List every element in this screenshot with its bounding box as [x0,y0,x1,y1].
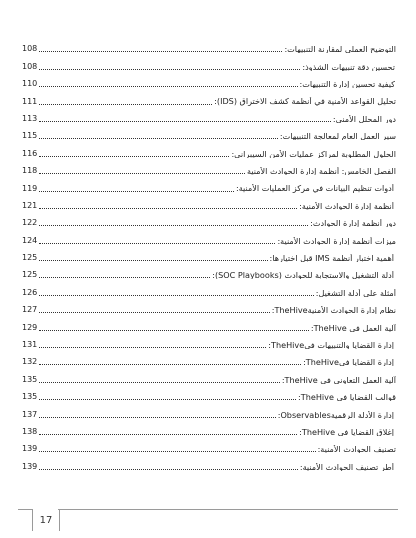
dot-leader [39,364,301,365]
toc-entry[interactable] [22,401,396,418]
dot-leader [39,225,308,226]
toc-entry-page: 139 [22,461,38,471]
toc-entry[interactable] [22,106,396,123]
toc-entry-page: 135 [22,374,38,384]
toc-entry[interactable] [22,349,396,366]
toc-entry-title: الفصل الخامس: أنظمة إدارة الحوادث الأمنية [246,167,396,176]
toc-entry-page: 139 [22,444,38,454]
dot-leader [39,434,297,435]
toc-entry-page: 118 [22,166,38,176]
dot-leader [39,277,210,278]
toc-entry[interactable] [22,366,396,383]
toc-entry[interactable] [22,210,396,227]
toc-entry-title: سير العمل العام لمعالجة التنبيهات: [279,132,396,141]
toc-entry-title: أهمية اختبار أنظمة IMS قبل اختيارها: [269,253,394,263]
toc-entry-title: إدارة القضايا فيTheHive: [303,358,394,367]
toc-entry-title: تصنيف الحوادث الأمنية: [317,445,396,454]
toc-entry-title: تحسين دقة تنبيهات الشذوذ: [302,62,395,71]
toc-entry-page: 125 [22,253,38,263]
toc-entry-title: نظام إدارة الحوادث الأمنيةTheHive: [271,306,396,315]
toc-entry-title: إدارة الأدلة الرقميةObservables: [277,410,394,419]
toc-entry-title: ميزات أنظمة إدارة الحوادث الأمنية: [277,236,396,245]
dot-leader [39,138,278,139]
toc-entry-page: 116 [22,148,38,158]
dot-leader [39,347,266,348]
toc-entry[interactable] [22,53,396,70]
dot-leader [39,121,331,122]
toc-entry-title: قوالب القضايا في TheHive: [298,393,396,402]
dot-leader [39,469,298,470]
page-number: 17 [39,514,53,526]
toc-entry[interactable] [22,227,396,244]
toc-entry-title: أدلة التشغيل والاستجابة للحوادث (SOC Playbooks): [212,271,394,280]
toc-entry-title: دور المحلل الأمني: [332,114,396,123]
toc-entry[interactable] [22,384,396,401]
dot-leader [39,51,282,52]
toc-entry[interactable] [22,436,396,453]
toc-entry-title: الحلول المطلوبة لمراكز عمليات الأمن السيبراني: [231,149,396,158]
dot-leader [39,191,234,192]
toc-entry[interactable] [22,262,396,279]
dot-leader [39,295,313,296]
toc-entry-page: 115 [22,131,38,141]
toc-entry-page: 108 [22,44,38,54]
toc-entry-title: تحليل القواعد الأمنية في أنظمة كشف الاختراق (IDS): [214,97,396,106]
table-of-contents [22,36,396,471]
dot-leader [39,86,297,87]
toc-entry[interactable] [22,158,396,175]
toc-entry-title: أطر تصنيف الحوادث الأمنية: [299,462,394,471]
toc-entry-title: كيفية تحسين إدارة التنبيهات: [299,80,395,89]
toc-entry-page: 125 [22,270,38,280]
dot-leader [39,330,309,331]
toc-entry-title: دور أنظمة إدارة الحوادث: [310,219,396,228]
toc-entry-page: 132 [22,357,38,367]
toc-entry-page: 126 [22,287,38,297]
toc-entry-page: 138 [22,426,38,436]
toc-entry[interactable] [22,419,396,436]
toc-entry-title: أدوات تنظيم البيانات في مركز العمليات الأمنية: [235,184,394,193]
toc-entry-title: آلية العمل التعاوني في TheHive: [281,375,396,384]
toc-entry-page: 127 [22,305,38,315]
toc-entry-page: 111 [22,96,38,106]
dot-leader [39,382,280,383]
toc-entry-title: التوضيح العملي لمقارنة التنبيهات: [284,45,396,54]
toc-entry-page: 129 [22,322,38,332]
toc-entry-page: 113 [22,113,38,123]
toc-entry[interactable] [22,297,396,314]
toc-entry-page: 108 [22,61,38,71]
toc-entry-page: 137 [22,409,38,419]
dot-leader [39,156,229,157]
toc-entry[interactable] [22,71,396,88]
dot-leader [39,451,315,452]
toc-entry[interactable] [22,332,396,349]
toc-entry[interactable] [22,245,396,262]
dot-leader [39,69,300,70]
toc-entry-page: 122 [22,218,38,228]
dot-leader [39,260,267,261]
dot-leader [39,208,297,209]
toc-entry[interactable] [22,193,396,210]
toc-entry[interactable] [22,36,396,53]
toc-entry-title: أمثلة على أدلة التشغيل: [315,288,396,297]
dot-leader [39,104,212,105]
footer-rule-left [18,509,32,510]
toc-entry-page: 119 [22,183,38,193]
dot-leader [39,312,269,313]
toc-entry[interactable] [22,88,396,105]
toc-entry[interactable] [22,279,396,296]
toc-entry-title: أنظمة إدارة الحوادث الأمنية: [299,201,394,210]
toc-entry-page: 110 [22,79,38,89]
dot-leader [39,243,275,244]
page-number-box [32,509,60,531]
toc-entry-page: 135 [22,392,38,402]
toc-entry[interactable] [22,123,396,140]
toc-entry-page: 124 [22,235,38,245]
toc-entry-title: إدارة القضايا والتنبيهات فيTheHive: [268,340,394,350]
toc-entry-title: إغلاق القضايا في TheHive: [299,427,394,436]
toc-entry[interactable] [22,453,396,470]
dot-leader [39,399,296,400]
toc-entry[interactable] [22,140,396,157]
dot-leader [39,417,275,418]
toc-entry[interactable] [22,314,396,331]
toc-entry-page: 121 [22,200,38,210]
toc-entry-title: آلية العمل في TheHive: [310,323,396,332]
toc-entry[interactable] [22,175,396,192]
toc-entry-page: 131 [22,340,38,350]
dot-leader [39,173,245,174]
footer-rule-right [58,509,398,510]
